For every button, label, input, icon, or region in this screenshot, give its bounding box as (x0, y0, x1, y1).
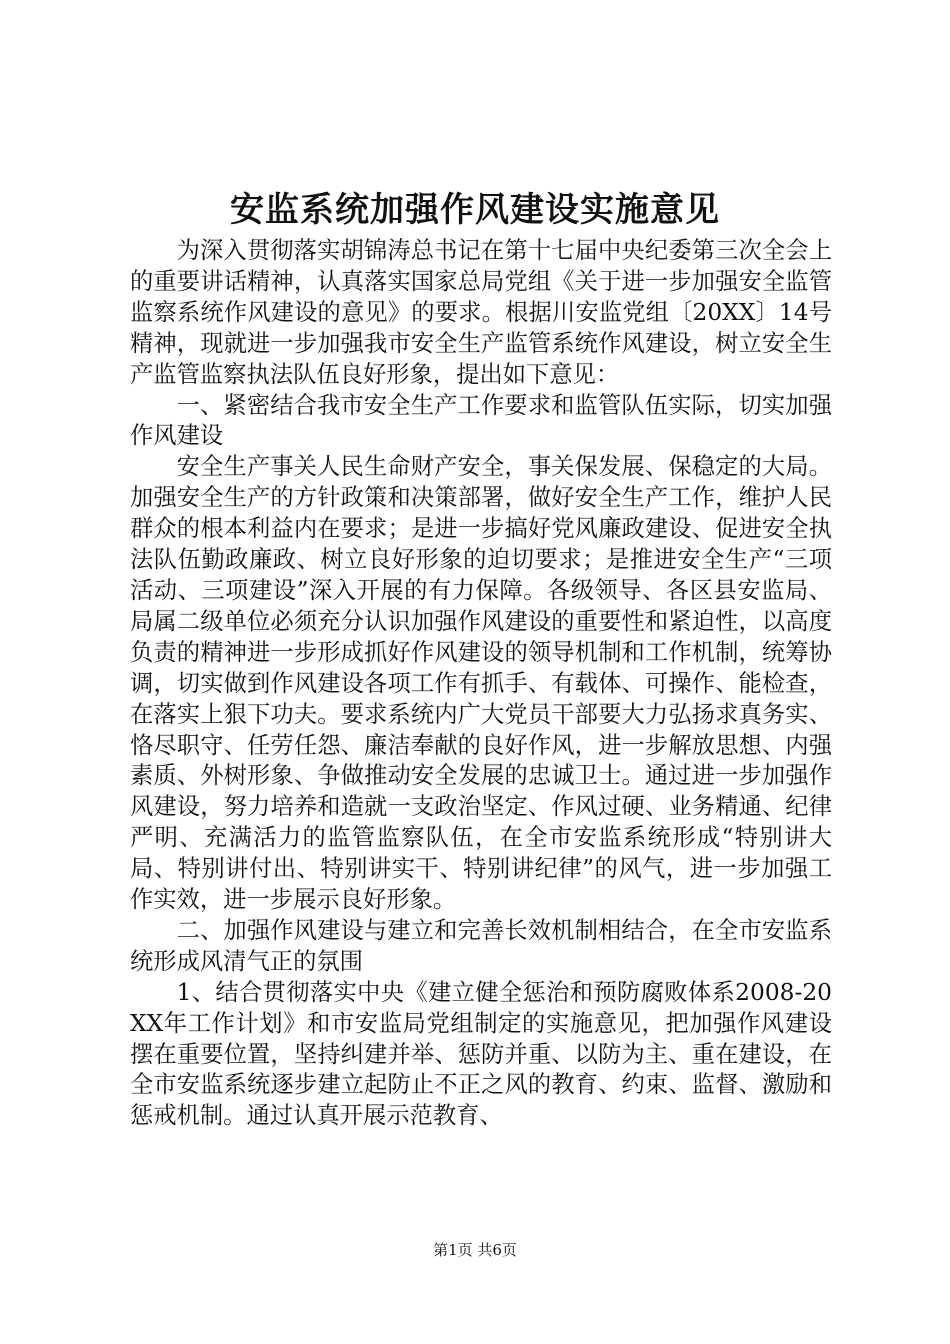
section-heading-2: 二、加强作风建设与建立和完善长效机制相结合，在全市安监系统形成风清气正的氛围 (130, 916, 832, 975)
page-number-footer: 第1页 共6页 (433, 1241, 517, 1259)
section-heading-1: 一、紧密结合我市安全生产工作要求和监管队伍实际，切实加强作风建设 (130, 391, 832, 450)
paragraph-section-1: 安全生产事关人民生命财产安全，事关保发展、保稳定的大局。加强安全生产的方针政策和决策部署，做好安全生产工作，维护人民群众的根本利益内在要求；是进一步搞好党风廉政建设、促进安全执法队伍勤政廉政、树立良好形象的迫切要求；是推进安全生产“三项活动、三项建设”深入开展的有力保障。各级领导、各区县安监局、局属二级单位必须充分认识加强作风建设的重要性和紧迫性，以高度负责的精神进一步形成抓好作风建设的领导机制和工作机制，统筹协调，切实做到作风建设各项工作有抓手、有载体、可操作、能检查，在落实上狠下功夫。要求系统内广大党员干部要大力弘扬求真务实、恪尽职守、任劳任怨、廉洁奉献的良好作风，进一步解放思想、内强素质、外树形象、争做推动安全发展的忠诚卫士。通过进一步加强作风建设，努力培养和造就一支政治坚定、作风过硬、业务精通、纪律严明、充满活力的监管监察队伍，在全市安监系统形成“特别讲大局、特别讲付出、特别讲实干、特别讲纪律”的风气，进一步加强工作实效，进一步展示良好形象。 (130, 453, 832, 914)
paragraph-intro: 为深入贯彻落实胡锦涛总书记在第十七届中央纪委第三次全会上的重要讲话精神，认真落实国家总局党组《关于进一步加强安全监管监察系统作风建设的意见》的要求。根据川安监党组〔20XX〕14号精神，现就进一步加强我市安全生产监管系统作风建设，树立安全生产监管监察执法队伍良好形象，提出如下意见： (130, 237, 832, 388)
paragraph-item-1: 1、结合贯彻落实中央《建立健全惩治和预防腐败体系2008-20XX年工作计划》和市安监局党组制定的实施意见，把加强作风建设摆在重要位置，坚持纠建并举、惩防并重、以防为主、重在建设，在全市安监系统逐步建立起防止不正之风的教育、约束、监督、激励和惩戒机制。通过认真开展示范教育、 (130, 978, 832, 1130)
document-body (130, 236, 832, 1132)
document-title: 安监系统加强作风建设实施意见 (230, 190, 720, 230)
